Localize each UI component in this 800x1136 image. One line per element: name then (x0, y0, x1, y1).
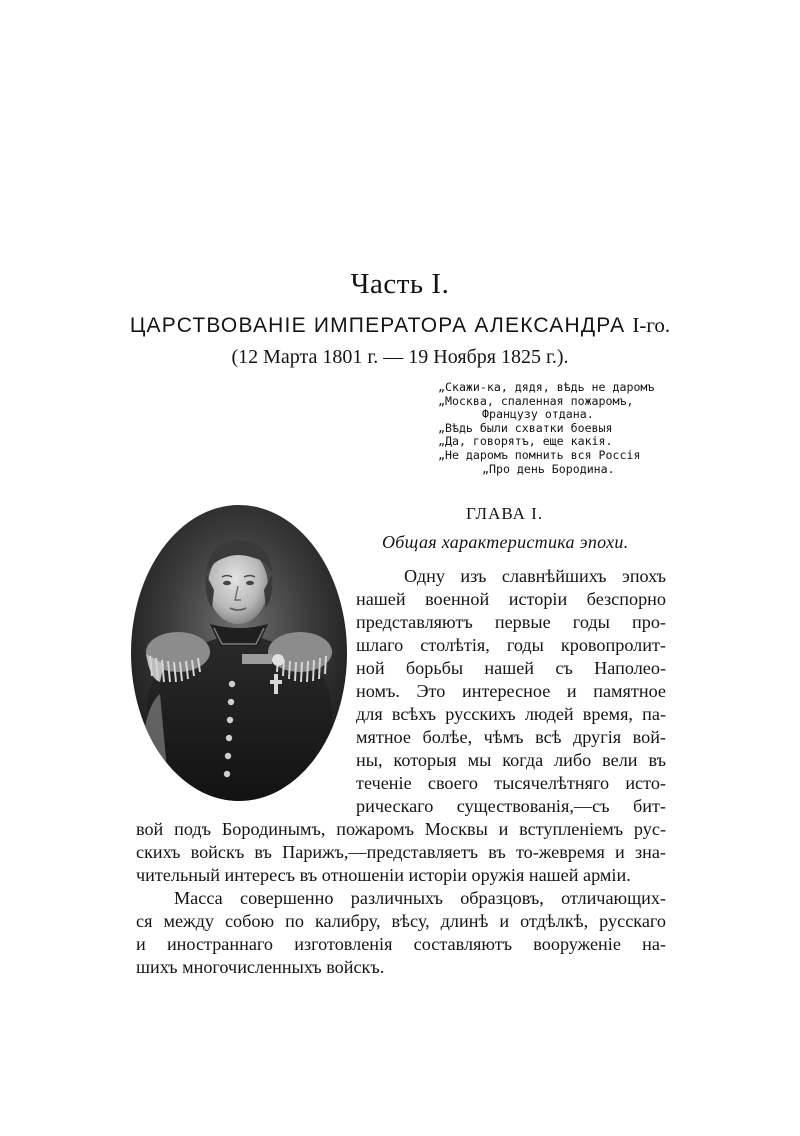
body-line: нашей военной исторіи безспорно (356, 589, 666, 609)
body-line: шихъ многочисленныхъ войскъ. (136, 957, 385, 977)
epigraph (438, 381, 678, 476)
portrait-image (130, 504, 348, 802)
part-title: Часть I. (350, 268, 450, 300)
chapter-label: ГЛАВА I. (466, 504, 544, 523)
body-line: ной борьбы нашей съ Наполео- (356, 658, 666, 678)
body-line: теченіе своего тысячелѣтняго исто- (356, 773, 666, 793)
body-line: вой подъ Бородинымъ, пожаромъ Москвы и вступленіемъ рус- (136, 819, 666, 839)
reign-dates: (12 Марта 1801 г. — 19 Ноября 1825 г.). (231, 346, 569, 368)
body-line: ны, которыя мы когда либо вели въ (356, 750, 666, 770)
body-line: Масса совершенно различныхъ образцовъ, отличающих- (174, 888, 666, 908)
epigraph-line: „Про день Бородина. (482, 461, 615, 476)
body-line: и иностраннаго изготовленія составляютъ вооруженіе на- (136, 934, 666, 954)
epigraph-line: „Скажи-ка, дядя, вѣдь не даромъ (438, 380, 655, 394)
body-line: ся между собою по калибру, вѣсу, длинѣ и отдѣлкѣ, русскаго (136, 911, 666, 931)
reign-title-main: ЦАРСТВОВАНІЕ ИМПЕРАТОРА АЛЕКСАНДРА (129, 314, 633, 337)
body-line: скихъ войскъ въ Парижъ,—представляетъ въ то-жевремя и зна- (136, 842, 666, 862)
reign-title (0, 313, 800, 338)
body-line: рическаго существованія,—съ бит- (356, 796, 666, 816)
chapter-subtitle: Общая характеристика эпохи. (382, 532, 629, 552)
epigraph-line: „Москва, спаленная пожаромъ, (438, 393, 634, 408)
body-line: шлаго столѣтія, годы кровопролит- (356, 635, 666, 655)
body-line: мятное болѣе, чѣмъ всѣ другія вой- (356, 727, 666, 747)
epigraph-line: „Да, говорятъ, еще какія. (438, 434, 613, 449)
body-line: номъ. Это интересное и памятное (356, 681, 666, 701)
body-line: представляютъ первые годы про- (356, 612, 666, 632)
epigraph-line: Французу отдана. (482, 407, 594, 422)
epigraph-line: „Вѣдь были схватки боевыя (438, 420, 613, 435)
body-line: Одну изъ славнѣйшихъ эпохъ (404, 566, 666, 586)
body-line: чительный интересъ въ отношеніи исторіи оружія нашей арміи. (136, 865, 631, 885)
reign-title-suffix: I-го. (632, 313, 671, 337)
epigraph-line: „Не даромъ помнить вся Россія (438, 447, 641, 462)
body-line: для всѣхъ русскихъ людей время, па- (356, 704, 666, 724)
